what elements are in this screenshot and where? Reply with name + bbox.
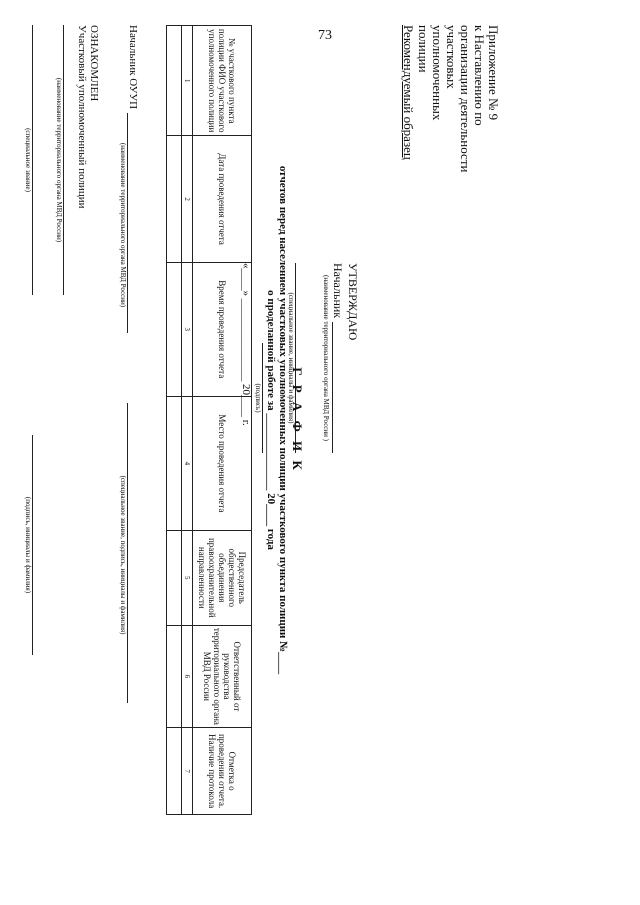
chief-ouup-label: Начальник ОУУП — [127, 25, 139, 110]
officer-caption-right: (подпись, инициалы и фамилия) — [24, 496, 32, 594]
officer-caption-org: (наименование территориального органа МВД России) — [55, 77, 63, 243]
title-line-2: о проделанной работе за ______________ 20____ года — [265, 290, 277, 550]
column-number: 4 — [182, 396, 193, 530]
table-cell — [167, 728, 182, 815]
officer-signature-block — [24, 25, 100, 815]
date-suffix: 20____ г. — [240, 384, 252, 426]
table-header-row — [193, 26, 252, 815]
chief-label: Начальник — [331, 263, 345, 319]
column-number: 1 — [182, 26, 193, 136]
officer-caption-rank: (специальное звание) — [24, 128, 32, 192]
chief-sign-line — [127, 403, 140, 703]
officer-org-line — [63, 25, 76, 295]
rotated-form-sheet — [24, 25, 501, 815]
table-cell — [167, 396, 182, 530]
column-number: 6 — [182, 625, 193, 728]
table-row — [167, 26, 182, 815]
appendix-line: участковых уполномоченных — [430, 25, 459, 121]
column-number: 7 — [182, 728, 193, 815]
table-header: Председатель общественного объединения правоохранительной направленности — [193, 530, 252, 625]
page-number: 73 — [318, 28, 332, 43]
appendix-line: Приложение № 9 — [486, 25, 501, 121]
chief-signature-block — [119, 25, 140, 815]
table-header: Время проведения отчета — [193, 262, 252, 396]
officer-sign-line — [32, 435, 45, 655]
table-cell — [167, 26, 182, 136]
table-cell — [167, 262, 182, 396]
report-table — [166, 25, 252, 815]
column-number: 3 — [182, 262, 193, 396]
form-title — [265, 25, 305, 815]
caption-signature: (подпись) — [254, 383, 262, 413]
caption-org: (наименование территориального органа МВД России ) — [322, 275, 330, 441]
appendix-line: организации деятельности — [458, 25, 473, 173]
appendix-line: полиции — [416, 25, 431, 73]
table-cell — [167, 136, 182, 262]
column-number: 2 — [182, 136, 193, 262]
column-number: 5 — [182, 530, 193, 625]
officer-label: Участковый уполномоченный полиции — [76, 25, 88, 209]
officer-rank-line — [32, 25, 45, 295]
approve-heading: УТВЕРЖДАЮ — [346, 263, 360, 341]
acknowledged-label: ОЗНАКОМЛЕН — [88, 25, 100, 102]
table-cell — [167, 625, 182, 728]
table-header: Отметка о проведении отчета. Наличие протокола — [193, 728, 252, 815]
table-cell — [167, 530, 182, 625]
chief-caption-right: (специальное звание, подпись, инициалы и фамилия) — [119, 475, 127, 635]
table-number-row — [182, 26, 193, 815]
title-line-1: отчетов перед населением участковых уполномоченных полиции участкового пункта полиции №____ — [277, 165, 289, 675]
appendix-block — [416, 25, 500, 185]
title-heading: Г Р А Ф И К — [290, 367, 305, 473]
recommended-sample-label: Рекомендуемый образец — [401, 25, 416, 160]
table-header: № участкового пункта полиции ФИО участкового уполномоченного полиции — [193, 26, 252, 136]
chief-line — [332, 322, 345, 453]
caption-rank: (специальное звание, инициалы и фамилия) — [287, 292, 295, 424]
chief-caption-org: (наименование территориального органа МВД России) — [119, 142, 127, 308]
chief-org-line — [127, 113, 140, 333]
table-header: Дата проведения отчета — [193, 136, 252, 262]
appendix-line: к Наставлению по — [472, 25, 487, 126]
table-header: Ответственный от руководства территориального органа МВД России — [193, 625, 252, 728]
date-prefix: «____» _______________ — [240, 263, 252, 382]
table-header: Место проведения отчета — [193, 396, 252, 530]
